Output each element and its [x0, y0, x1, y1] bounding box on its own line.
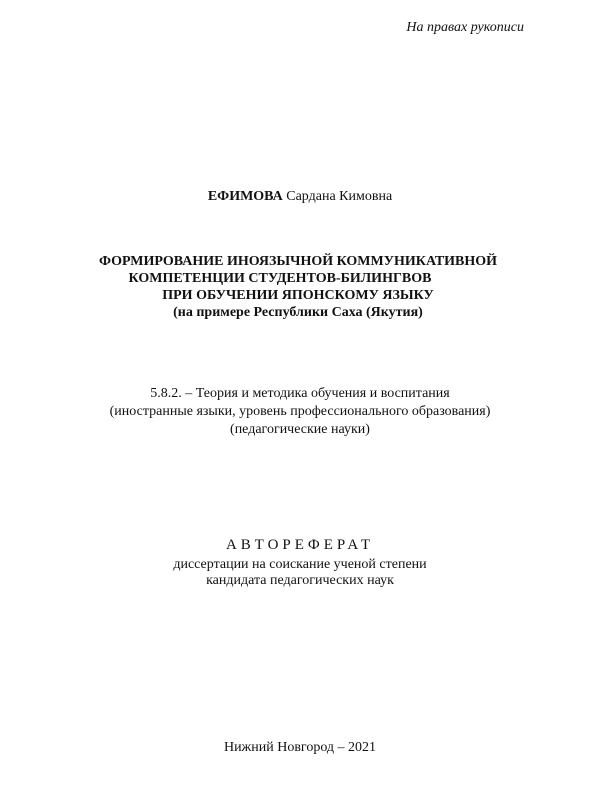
author-surname: ЕФИМОВА [207, 189, 283, 204]
rights-note: На правах рукописи [406, 20, 524, 35]
abstract-line-2: кандидата педагогических наук [206, 573, 394, 588]
title-line-2: КОМПЕТЕНЦИИ СТУДЕНТОВ-БИЛИНГВОВ [128, 271, 432, 286]
specialty-line-3: (педагогические науки) [230, 422, 370, 437]
author-name [0, 190, 600, 204]
specialty-line-1: 5.8.2. – Теория и методика обучения и воспитания [150, 386, 450, 401]
author-given-names: Сардана Кимовна [286, 189, 393, 204]
specialty-line-2: (иностранные языки, уровень профессионального образования) [109, 404, 491, 419]
abstract-heading: АВТОРЕФЕРАТ [225, 537, 375, 553]
title-line-1: ФОРМИРОВАНИЕ ИНОЯЗЫЧНОЙ КОММУНИКАТИВНОЙ [98, 254, 498, 269]
place-year: Нижний Новгород – 2021 [223, 740, 377, 755]
abstract-line-1: диссертации на соискание ученой степени [173, 557, 427, 572]
title-line-3: ПРИ ОБУЧЕНИИ ЯПОНСКОМУ ЯЗЫКУ [162, 288, 434, 303]
title-line-4: (на примере Республики Саха (Якутия) [173, 305, 423, 320]
